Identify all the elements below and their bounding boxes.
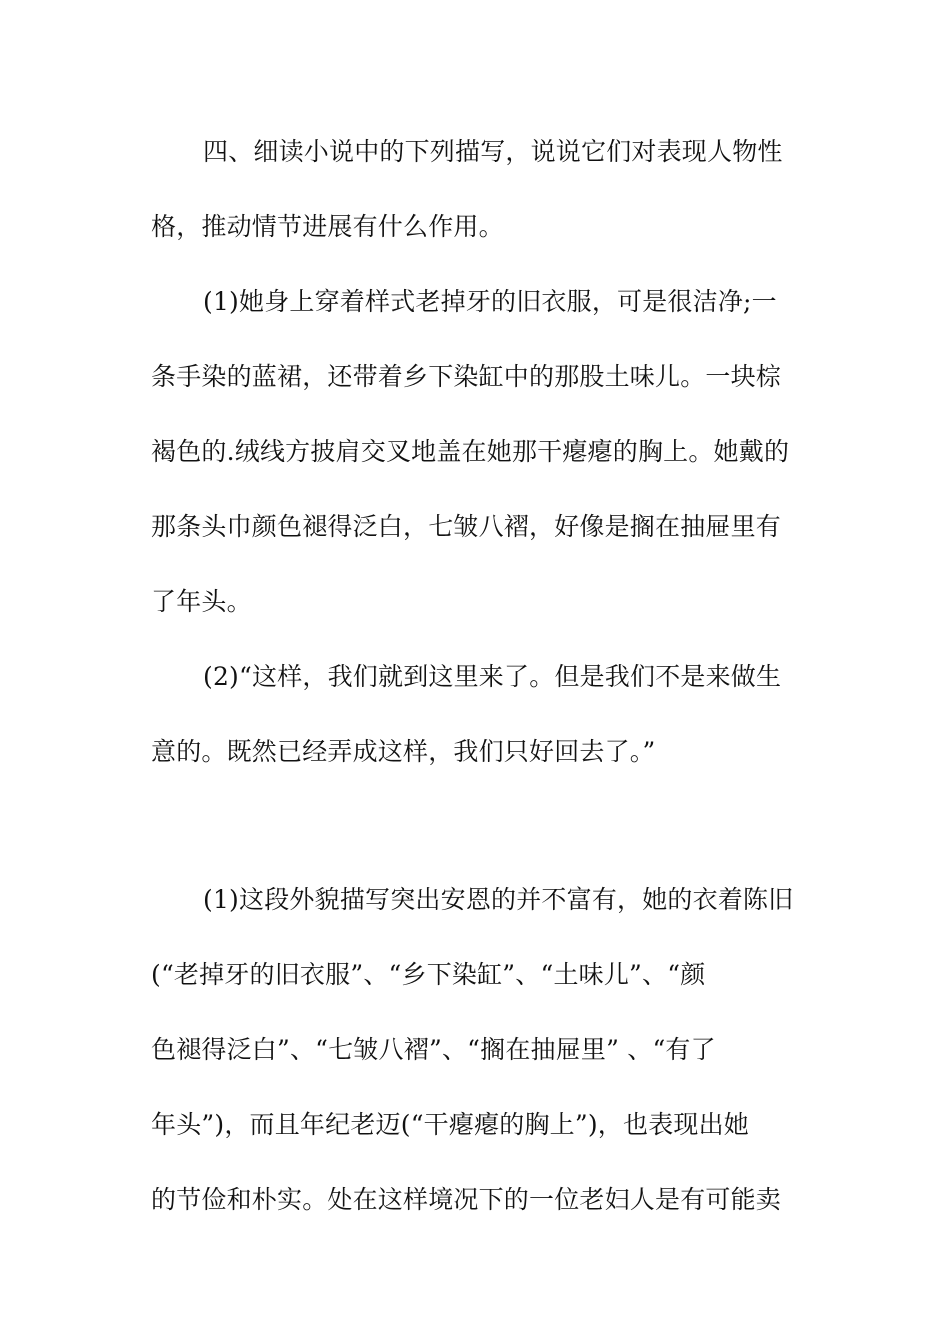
excerpt-1-line-3: 褐色的.绒线方披肩交叉地盖在她那干瘪瘪的胸上。她戴的 <box>151 437 790 466</box>
answer-1-line-3: 色褪得泛白”、“七皱八褶”、“搁在抽屉里” 、“有了 <box>151 1035 716 1064</box>
excerpt-2-line-1: (2)“这样，我们就到这里来了。但是我们不是来做生 <box>203 662 782 691</box>
excerpt-1-line-1: (1)她身上穿着样式老掉牙的旧衣服，可是很洁净;一 <box>203 287 777 316</box>
answer-1-line-1: (1)这段外貌描写突出安恩的并不富有，她的衣着陈旧 <box>203 885 794 914</box>
question-heading-line-1: 四、细读小说中的下列描写，说说它们对表现人物性 <box>203 137 783 166</box>
excerpt-2-line-2: 意的。既然已经弄成这样，我们只好回去了。” <box>151 737 656 766</box>
answer-1-line-2: (“老掉牙的旧衣服”、“乡下染缸”、“土味儿”、“颜 <box>151 960 706 989</box>
excerpt-1-line-2: 条手染的蓝裙，还带着乡下染缸中的那股土味儿。一块棕 <box>151 362 782 391</box>
excerpt-1-line-5: 了年头。 <box>151 587 252 616</box>
question-heading-line-2: 格，推动情节进展有什么作用。 <box>151 212 504 241</box>
excerpt-1-line-4: 那条头巾颜色褪得泛白，七皱八褶，好像是搁在抽屉里有 <box>151 512 782 541</box>
answer-1-line-5: 的节俭和朴实。处在这样境况下的一位老妇人是有可能卖 <box>151 1185 782 1214</box>
answer-1-line-4: 年头”)，而且年纪老迈(“干瘪瘪的胸上”)，也表现出她 <box>151 1110 750 1139</box>
